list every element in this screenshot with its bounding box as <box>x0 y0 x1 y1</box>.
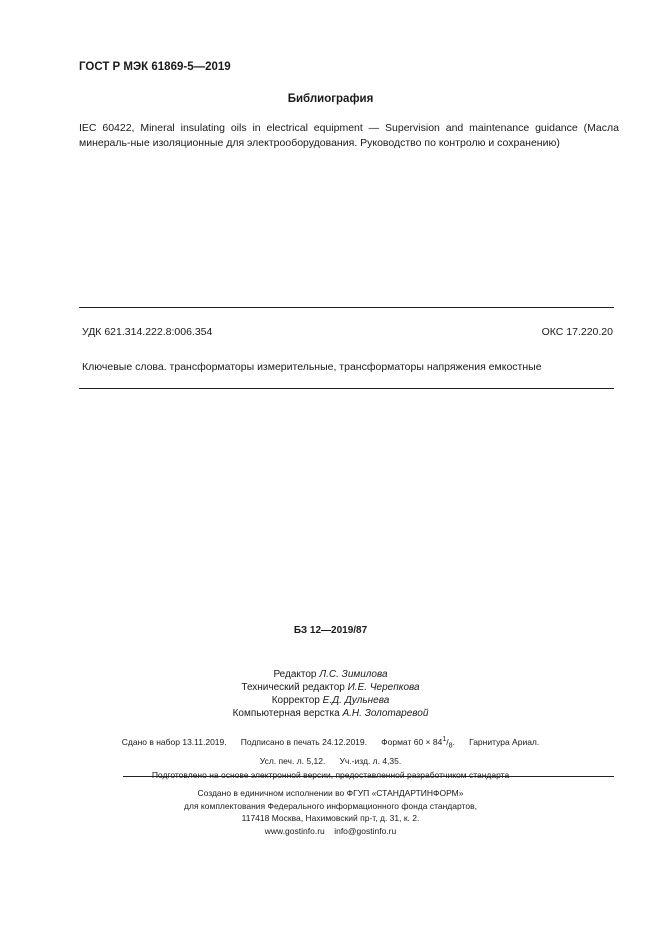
bz-number: БЗ 12—2019/87 <box>293 625 368 636</box>
staff-list <box>0 668 661 720</box>
staff-proofreader: Корректор Е.Д. Дульнева <box>271 695 390 706</box>
publisher-block <box>0 787 661 837</box>
website-link[interactable]: www.gostinfo.ru <box>264 825 325 836</box>
staff-layout: Компьютерная верстка А.Н. Золотаревой <box>232 708 429 719</box>
divider-top <box>79 307 614 308</box>
bibliography-title: Библиография <box>287 93 374 105</box>
email-link[interactable]: info@gostinfo.ru <box>334 825 397 836</box>
staff-tech-editor: Технический редактор И.Е. Черепкова <box>241 682 420 693</box>
publisher-line-1: Создано в единичном исполнении во ФГУП «СТАНДАРТИНФОРМ» <box>197 788 464 798</box>
oks-code: ОКС 17.220.20 <box>541 326 613 338</box>
udk-code: УДК 621.314.222.8:006.354 <box>82 326 213 338</box>
imprint-row-1: Сдано в набор 13.11.2019. Подписано в печать 24.12.2019. Формат $60 \times 84^1/_8$. Гарнитура Ариал. <box>121 736 540 750</box>
imprint-row-2: Усл. печ. л. 5,12. Уч.-изд. л. 4,35. <box>259 755 402 766</box>
publisher-line-2: для комплектования Федерального информационного фонда стандартов, <box>184 800 477 811</box>
publisher-contacts <box>0 825 661 838</box>
bibliography-entry: IEC 60422, Mineral insulating oils in electrical equipment — Supervision and maintenance guidance (Масла минераль-ные изоляционные для электрооборудования. Руководство по контролю и сохранению) <box>79 122 619 149</box>
standard-code: ГОСТ Р МЭК 61869-5—2019 <box>79 61 231 73</box>
divider-bottom <box>79 388 614 389</box>
keywords: Ключевые слова. трансформаторы измерительные, трансформаторы напряжения емкостные <box>82 361 542 373</box>
staff-editor: Редактор Л.С. Зимилова <box>273 669 388 680</box>
divider-imprint <box>123 776 614 777</box>
imprint-block <box>0 733 661 782</box>
imprint-row-3: Подготовлено на основе электронной версии, предоставленной разработчиком стандарта <box>151 769 510 780</box>
publisher-address: 117418 Москва, Нахимовский пр-т, д. 31, к. 2. <box>241 813 420 823</box>
